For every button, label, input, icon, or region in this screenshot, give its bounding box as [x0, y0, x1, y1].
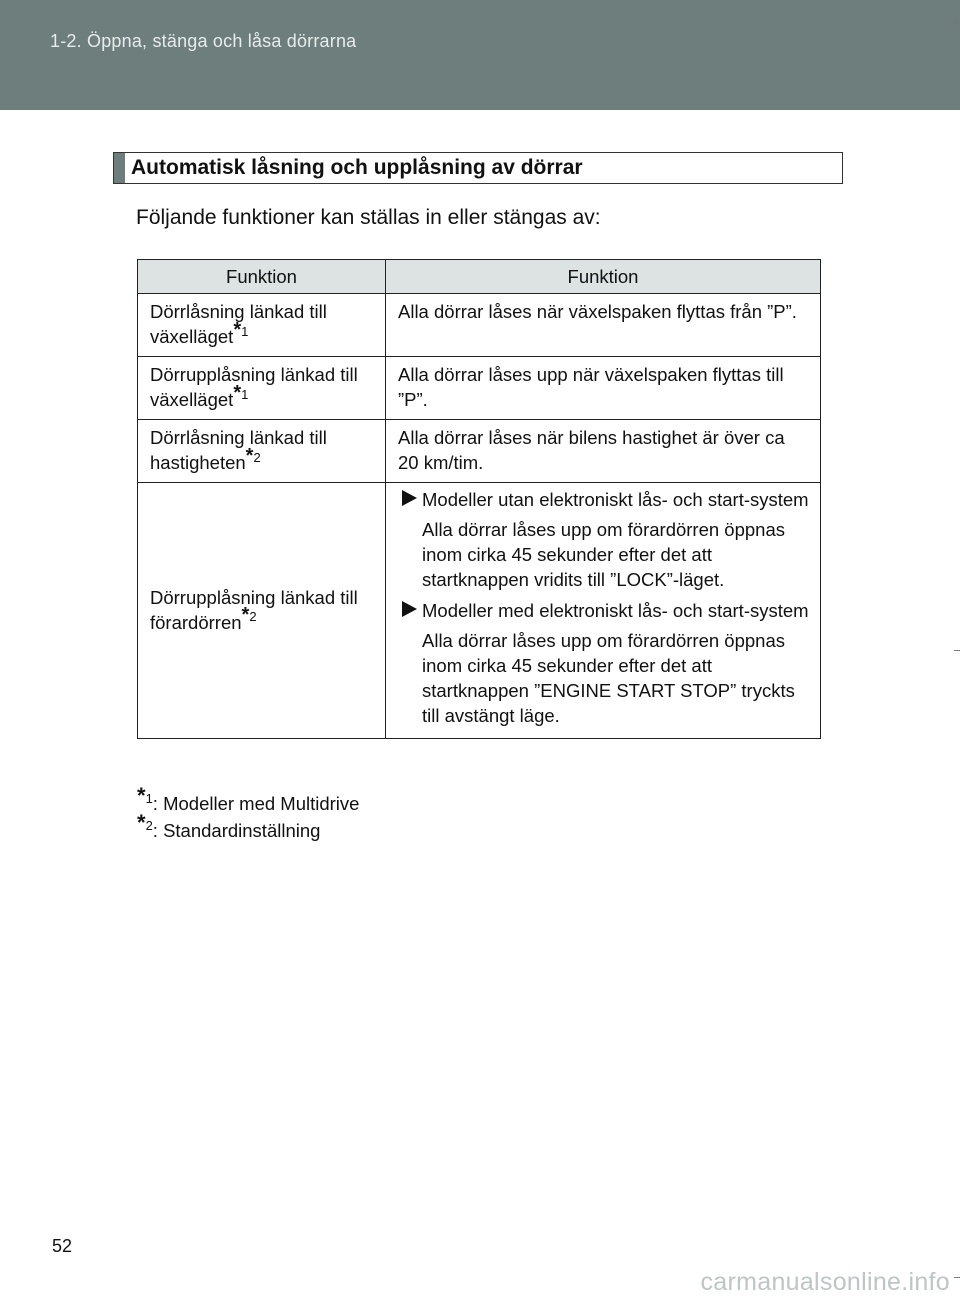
- function-name: Dörrupplåsning länkad till förardörren: [150, 586, 358, 633]
- table-row: [138, 420, 821, 483]
- section-heading: Automatisk låsning och upplåsning av dörrar: [131, 156, 583, 179]
- function-description: Alla dörrar låses upp när växelspaken flyttas till ”P”.: [386, 357, 821, 420]
- variant-title: Modeller med elektroniskt lås- och start-system: [422, 600, 809, 621]
- triangle-bullet-icon: [402, 601, 417, 617]
- variant-description: Alla dörrar låses upp om förardörren öppnas inom cirka 45 sekunder efter det att startknappen ”ENGINE START STOP” tryckts till avstängt läge.: [422, 630, 795, 726]
- function-description: Alla dörrar låses när växelspaken flyttas från ”P”.: [386, 294, 821, 357]
- function-name-cell: [138, 294, 386, 357]
- page-number: 52: [52, 1236, 73, 1256]
- intro-text: Följande funktioner kan ställas in eller stängas av:: [136, 206, 601, 229]
- variant-title: Modeller utan elektroniskt lås- och start-system: [422, 489, 809, 510]
- chapter-title: 1-2. Öppna, stänga och låsa dörrarna: [50, 31, 357, 51]
- table-header-row: [138, 260, 821, 294]
- crop-mark: [954, 1277, 960, 1278]
- variant-description: Alla dörrar låses upp om förardörren öppnas inom cirka 45 sekunder efter det att startknappen vridits till ”LOCK”-läget.: [422, 519, 785, 590]
- footnote-marker: *1: [233, 381, 249, 404]
- section-heading-box: [113, 152, 843, 184]
- model-variant: [398, 485, 810, 592]
- heading-accent-bar: [114, 153, 125, 183]
- footnote: $^{*1}$: Modeller med Multidrive: [137, 782, 360, 814]
- crop-mark: [954, 650, 960, 651]
- function-name-cell: [138, 357, 386, 420]
- watermark: carmanualsonline.info: [700, 1268, 950, 1296]
- triangle-bullet-icon: [402, 490, 417, 506]
- function-description: Alla dörrar låses när bilens hastighet är över ca 20 km/tim.: [386, 420, 821, 483]
- function-description-variants: [386, 483, 821, 739]
- footnote-marker: *1: [233, 318, 249, 341]
- column-header: Funktion: [138, 260, 386, 294]
- function-name: Dörrlåsning länkad till växelläget: [150, 301, 327, 347]
- footnote-marker: *1: [137, 782, 153, 808]
- function-name-cell: [138, 483, 386, 739]
- model-variant: [398, 596, 810, 728]
- function-name-cell: [138, 420, 386, 483]
- footnote-marker: *2: [241, 604, 257, 627]
- table-row: [138, 294, 821, 357]
- table-row: [138, 357, 821, 420]
- function-name: Dörrlåsning länkad till hastigheten: [150, 427, 327, 473]
- footnote-marker: *2: [245, 444, 261, 467]
- footnotes: [137, 782, 360, 844]
- table-row: [138, 483, 821, 739]
- footnote-marker: *2: [137, 809, 153, 835]
- crop-mark: [954, 22, 960, 23]
- chapter-header-bar: [0, 0, 960, 110]
- column-header: Funktion: [386, 260, 821, 294]
- function-table: [137, 259, 821, 739]
- footnote: $^{*2}$: Standardinställning: [137, 809, 321, 841]
- function-name: Dörrupplåsning länkad till växelläget: [150, 364, 358, 410]
